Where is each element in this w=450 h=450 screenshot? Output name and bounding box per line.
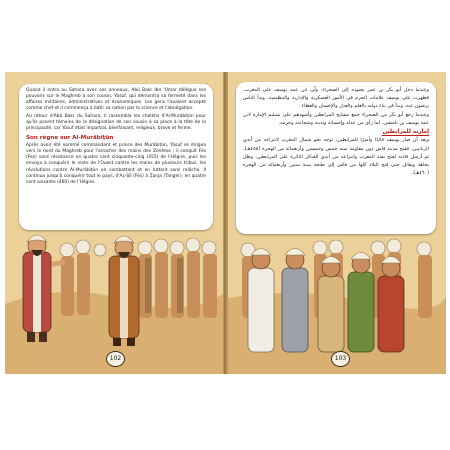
arabic-heading-text: إمارته للمرابطين	[382, 129, 429, 136]
french-section-heading: Son règne sur Al-Murâbiṭûn	[26, 135, 114, 142]
arabic-section-heading	[243, 129, 429, 135]
french-paragraph: Après avoir été nommé commandant et prince des Murâbiṭûn, Yûsuf se dirigea vers le nord du Maghreb pour l'arracher des mains des Zenètes ; il conquit Fès (Fez) sans résistance en quatre cent cinquante-cinq (455) de l'Hégire, puis les envoya à conquérir le reste de l'Ouest contre les mains de plusieurs tribus, les révolutions contre Al-Murâbiṭûn en combattant et en luttant sans relâche. Il continua jusqu'à conquérir tout le pays, d'Aṣ-Ṣîl (Fès) à Ẓanja (Tanger), en quatre cent soixante (460) de l'Hégire.	[26, 143, 206, 185]
page-number: 103	[331, 351, 350, 367]
french-text-box	[19, 84, 213, 230]
french-paragraph: Au retour d'Abû Bakr du Sahara, il rassembla les cheikhs d'Al-Murâbiṭûn pour qu'ils posent témoins de la désignation de son cousin à sa place à la tête de la principauté, car Yûsuf était impartial, bienfaisant, religieux, brave et ferme.	[26, 114, 206, 132]
arabic-paragraph: وبعد أن صار يوسف قائدًا وأميرًا للمرابطين، توجه نحو شمال المغرب لانتزاعه من أيدي الزناتيين، ففتح مدينة فاس دون مقاومة سنة خمس وخمسين وأربعمائة من الهجرة (٤٥٥هـ)، ثم أرسل قادته لفتح بقية المغرب وانتزاعه من أيدي القبائل الثائرة على المرابطين، وظل يجاهد ويقاتل حتى فتح البلاد كلها من فاس إلى طنجة سنة ستين وأربعمائة من الهجرة (٤٦٠هـ).	[243, 137, 429, 176]
arabic-paragraph: وعندما رجع أبو بكر من الصحراء جمع مشايخ المرابطين وأشهدهم على تسليم الإمارة لابن عمه يوسف بن تاشفين، لما رأى من عدله وإحسانه وتدينه وشجاعته وحزمه.	[243, 112, 429, 127]
french-paragraph: Quand il entra au Sahara avec ses anneaux, Abû Bakr Ibn 'Umar délégua ses pouvoirs sur le Maghreb à son cousin, Yûsuf, qui démontra sa fermeté dans les affaires militaires, administratives et économiques. Les gens l'avaient accepté comme chef et il commença à bâtir sa nation par la science et l'abnégation.	[26, 88, 206, 112]
arabic-text-box	[236, 82, 436, 234]
arabic-paragraph: وعندما دخل أبو بكر بن عمر بجنوده إلى الصحراء، ولّى ابن عمه يوسف على المغرب، فظهرت على يوسف علامات الحزم في الأمور العسكرية والإدارية والتنظيمية، وبدأ الناس يرضون عنه، وبدأ في بناء دولته بالعلم والعدل والإحسان والعطاء.	[243, 87, 429, 110]
left-page	[5, 72, 224, 374]
right-page	[227, 72, 446, 374]
page-number: 102	[106, 351, 125, 367]
